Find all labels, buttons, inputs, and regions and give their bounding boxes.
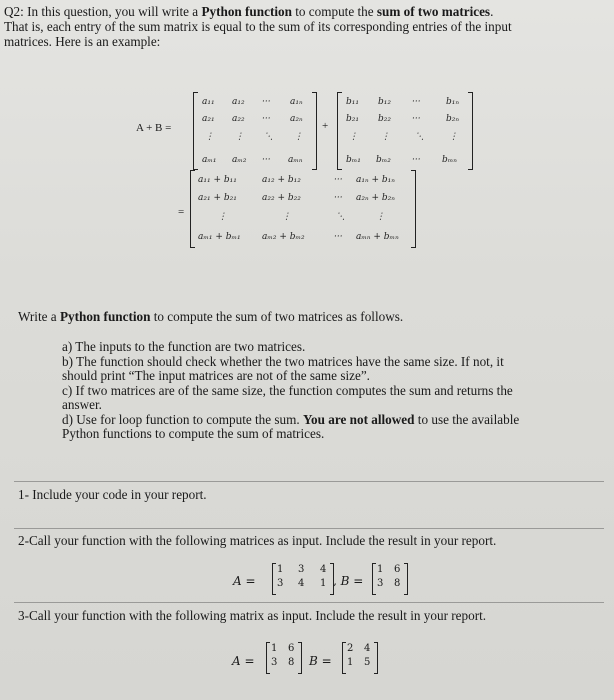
matrix-a-entry: ···: [262, 97, 271, 107]
ex3-a-label: A =: [232, 654, 255, 668]
matrix-a-entry: ⋮: [235, 132, 244, 142]
matrix-sum-entry: aₘ₂ + bₘ₂: [262, 232, 305, 242]
ex2-a-entry: 4: [320, 564, 327, 575]
matrix-b-entry: b₂ₙ: [446, 114, 460, 124]
divider: [14, 602, 604, 603]
matrix-sum-entry: ⋱: [336, 212, 345, 222]
matrix-sum-entry: a₁₂ + b₁₂: [262, 175, 301, 185]
matrix-b-entry: b₂₂: [378, 114, 391, 124]
matrix-a-right-bracket: [312, 92, 317, 170]
ex3-b-right-bracket: [374, 642, 378, 674]
requirement-c: c) If two matrices are of the same size, the function computes the sum and returns the: [62, 382, 513, 398]
ex2-b-entry: 3: [377, 578, 384, 589]
matrix-sum-entry: ⋮: [218, 212, 227, 222]
matrix-b-entry: ···: [412, 97, 421, 107]
matrix-a-entry: a₁₂: [232, 97, 245, 107]
matrix-a-left-bracket: [193, 92, 198, 170]
matrix-a-entry: a₁₁: [202, 97, 215, 107]
matrix-sum-entry: ···: [334, 232, 343, 242]
requirement-d-text: d) Use for loop function to compute the sum.: [62, 411, 303, 427]
matrix-sum-figure: [0, 0, 614, 270]
matrix-a-entry: a₁ₙ: [290, 97, 303, 107]
matrix-sum-entry: ⋮: [376, 212, 385, 222]
ex3-b-entry: 4: [364, 643, 371, 654]
matrix-b-entry: bₘ₁: [346, 155, 361, 165]
task-3: 3-Call your function with the following matrix as input. Include the result in your report.: [18, 608, 487, 623]
plus-sign: +: [322, 120, 329, 132]
matrix-a-entry: aₘ₁: [202, 155, 217, 165]
intro-line-3: matrices. Here is an example:: [4, 34, 161, 49]
divider: [14, 528, 604, 529]
matrix-b-entry: ⋮: [381, 132, 390, 142]
intro-bold-python-function: Python function: [201, 4, 292, 19]
ex2-a-left-bracket: [272, 563, 276, 595]
matrix-a-entry: a₂₂: [232, 114, 245, 124]
requirement-d-bold: You are not allowed: [303, 411, 415, 427]
ex2-a-entry: 3: [277, 578, 284, 589]
matrix-b-entry: b₁₂: [378, 97, 391, 107]
matrix-sum-entry: aₘ₁ + bₘ₁: [198, 232, 241, 242]
ex3-b-left-bracket: [342, 642, 346, 674]
ex3-a-entry: 8: [288, 657, 295, 668]
ex3-b-label: B =: [309, 654, 332, 668]
ex2-b-entry: 8: [394, 578, 401, 589]
ex3-a-entry: 3: [271, 657, 278, 668]
matrix-b-entry: b₁ₙ: [446, 97, 460, 107]
matrix-sum-entry: a₂₂ + b₂₂: [262, 193, 301, 203]
ex2-a-entry: 1: [320, 578, 327, 589]
matrix-b-entry: b₂₁: [346, 114, 359, 124]
task-1: 1- Include your code in your report.: [18, 487, 207, 502]
intro-bold-sum: sum of two matrices: [376, 4, 491, 19]
matrix-b-right-bracket: [468, 92, 473, 170]
matrix-a-entry: ···: [262, 114, 271, 124]
matrix-b-entry: ⋱: [415, 132, 424, 142]
lhs-label: A + B =: [136, 122, 172, 134]
ex3-a-left-bracket: [266, 642, 270, 674]
write-bold-python-function: Python function: [59, 309, 151, 324]
ex2-b-right-bracket: [404, 563, 408, 595]
ex2-a-entry: 4: [298, 578, 305, 589]
matrix-b-entry: bₘₙ: [442, 155, 457, 165]
ex3-a-entry: 6: [288, 643, 295, 654]
matrix-sum-entry: ···: [334, 193, 343, 203]
matrix-b-entry: b₁₁: [346, 97, 359, 107]
matrix-sum-entry: a₂ₙ + b₂ₙ: [356, 193, 395, 203]
matrix-a-entry: ···: [262, 155, 271, 165]
write-text: to compute the sum of two matrices as follows.: [150, 309, 404, 324]
write-instruction: [18, 309, 610, 324]
requirements-list: [62, 340, 607, 442]
ex2-a-label: A =: [233, 574, 256, 588]
matrix-a-entry: aₘ₂: [232, 155, 247, 165]
matrix-sum-entry: a₁₁ + b₁₁: [198, 175, 237, 185]
task-2: 2-Call your function with the following matrices as input. Include the result in your report.: [18, 533, 497, 548]
ex2-a-entry: 3: [298, 564, 305, 575]
matrix-b-entry: bₘ₂: [376, 155, 391, 165]
matrix-a-entry: a₂ₙ: [290, 114, 303, 124]
matrix-b-entry: ⋮: [449, 132, 458, 142]
equals-sign: =: [178, 206, 185, 218]
ex2-b-entry: 1: [377, 564, 384, 575]
matrix-b-entry: ···: [412, 155, 421, 165]
requirement-c-cont: answer.: [62, 397, 102, 412]
matrix-sum-entry: ···: [334, 175, 343, 185]
matrix-b-entry: ⋮: [349, 132, 358, 142]
matrix-a-entry: ⋮: [205, 132, 214, 142]
intro-text: Q2: In this question, you will write a: [4, 4, 202, 19]
matrix-b-entry: ···: [412, 114, 421, 124]
intro-text: to compute the: [291, 4, 377, 19]
ex2-b-left-bracket: [372, 563, 376, 595]
requirement-d-text: to use the available: [414, 411, 520, 427]
ex3-b-entry: 1: [347, 657, 354, 668]
requirement-d: [62, 413, 607, 428]
ex3-a-right-bracket: [298, 642, 302, 674]
matrix-sum-entry: aₘₙ + bₘₙ: [356, 232, 399, 242]
requirement-b-cont: should print “The input matrices are not of the same size”.: [62, 368, 370, 383]
requirement-b: b) The function should check whether the two matrices have the same size. If not, it: [62, 353, 504, 369]
matrix-sum-entry: ⋮: [282, 212, 291, 222]
intro-text: .: [490, 4, 494, 19]
matrix-a-entry: a₂₁: [202, 114, 215, 124]
matrix-b-left-bracket: [337, 92, 342, 170]
ex3-b-entry: 2: [347, 643, 354, 654]
matrix-a-entry: ⋱: [264, 132, 273, 142]
matrix-sum-entry: a₁ₙ + b₁ₙ: [356, 175, 395, 185]
intro-line-2: That is, each entry of the sum matrix is equal to the sum of its corresponding entries of the input: [4, 19, 512, 34]
matrix-a-entry: aₘₙ: [288, 155, 303, 165]
ex2-a-entry: 1: [277, 564, 284, 575]
requirement-a: a) The inputs to the function are two matrices.: [62, 339, 306, 354]
ex3-a-entry: 1: [271, 643, 278, 654]
ex2-b-label: , B =: [333, 574, 364, 588]
write-text: Write a: [18, 309, 60, 324]
matrix-sum-entry: a₂₁ + b₂₁: [198, 193, 237, 203]
ex3-b-entry: 5: [364, 657, 371, 668]
divider: [14, 481, 604, 482]
requirement-d-cont: Python functions to compute the sum of matrices.: [62, 426, 325, 441]
matrix-a-entry: ⋮: [294, 132, 303, 142]
ex2-b-entry: 6: [394, 564, 401, 575]
matrix-sum-left-bracket: [190, 170, 195, 248]
matrix-sum-right-bracket: [411, 170, 416, 248]
